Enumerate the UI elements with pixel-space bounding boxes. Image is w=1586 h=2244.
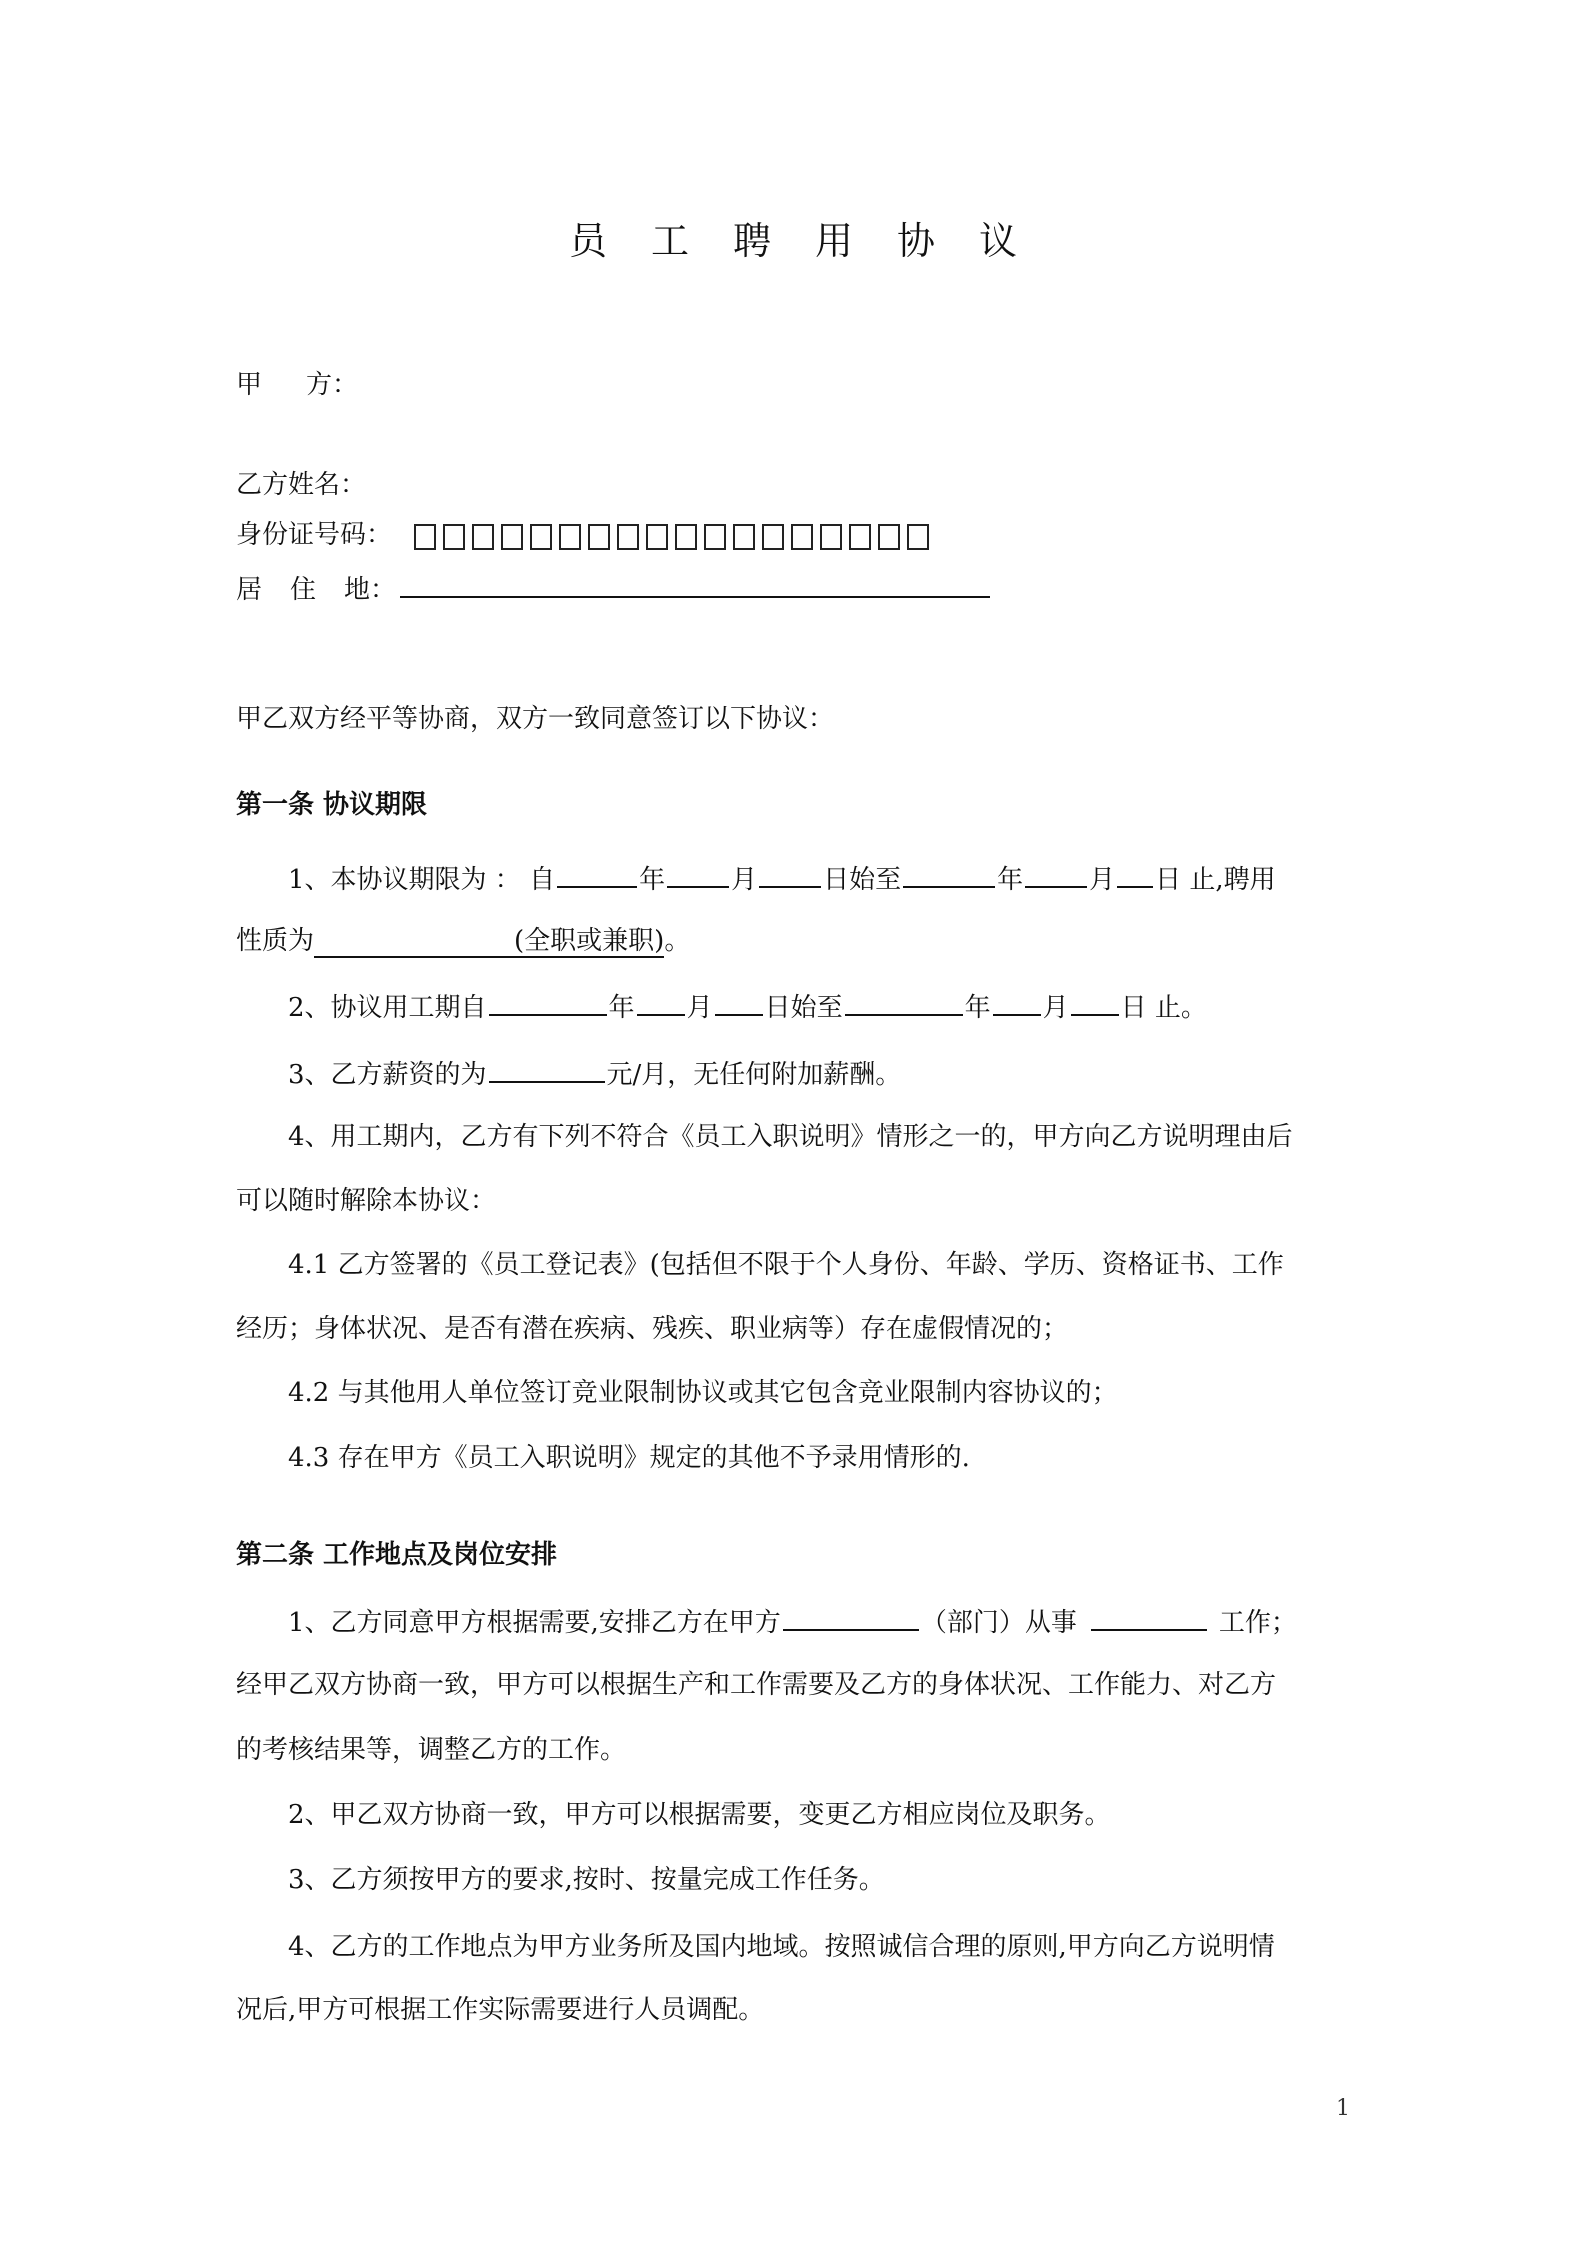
id-digit-box[interactable]	[704, 524, 726, 550]
job-blank[interactable]	[1091, 1603, 1207, 1631]
id-digit-box[interactable]	[878, 524, 900, 550]
article-1-heading: 第一条 协议期限	[236, 790, 428, 820]
article-2-item-3: 3、乙方须按甲方的要求,按时、按量完成工作任务。	[288, 1865, 885, 1895]
article-1-item-3	[288, 1055, 901, 1092]
article-2-item-1	[288, 1603, 1297, 1640]
id-digit-box[interactable]	[472, 524, 494, 550]
article-1-item-4-3: 4.3 存在甲方《员工入职说明》规定的其他不予录用情形的.	[288, 1443, 970, 1473]
text: 日 止,聘用	[1155, 865, 1276, 895]
article-1-item-1-line-2	[236, 923, 690, 958]
text: 月	[686, 993, 713, 1023]
id-digit-box[interactable]	[762, 524, 784, 550]
work-end-year-blank[interactable]	[845, 988, 963, 1016]
article-1-item-2	[288, 988, 1207, 1025]
article-1-item-4-1-line-2: 经历；身体状况、是否有潜在疾病、残疾、职业病等）存在虚假情况的；	[236, 1314, 1069, 1344]
start-year-blank[interactable]	[557, 860, 637, 888]
id-digit-box[interactable]	[675, 524, 697, 550]
text: 年	[997, 865, 1024, 895]
party-b-name-label: 乙方姓名：	[236, 470, 367, 500]
start-month-blank[interactable]	[667, 860, 729, 888]
address-label-1: 居	[236, 575, 263, 605]
article-2-item-4-line-1: 4、乙方的工作地点为甲方业务所及国内地域。按照诚信合理的原则,甲方向乙方说明情	[288, 1932, 1275, 1962]
address-field	[236, 570, 990, 607]
article-2-heading: 第二条 工作地点及岗位安排	[236, 1540, 558, 1570]
article-2-item-4-line-2: 况后,甲方可根据工作实际需要进行人员调配。	[236, 1995, 765, 2025]
text: 。	[664, 926, 691, 956]
article-2-item-2: 2、甲乙双方协商一致，甲方可以根据需要，变更乙方相应岗位及职务。	[288, 1800, 1111, 1830]
employment-type-note: (全职或兼职)	[514, 926, 665, 956]
id-number-label: 身份证号码：	[236, 520, 393, 550]
party-a-field	[236, 368, 358, 402]
text: 月	[1089, 865, 1116, 895]
salary-blank[interactable]	[489, 1055, 605, 1083]
end-year-blank[interactable]	[903, 860, 995, 888]
text: 2、协议用工期自	[288, 993, 487, 1023]
work-end-day-blank[interactable]	[1071, 988, 1119, 1016]
party-b-name-field	[236, 468, 366, 502]
text: 1、乙方同意甲方根据需要,安排乙方在甲方	[288, 1608, 781, 1638]
id-digit-box[interactable]	[791, 524, 813, 550]
article-1-item-4-1-line-1: 4.1 乙方签署的《员工登记表》(包括但不限于个人身份、年龄、学历、资格证书、工作	[288, 1250, 1284, 1280]
end-day-blank[interactable]	[1117, 860, 1153, 888]
text: 月	[1042, 993, 1069, 1023]
id-digit-box[interactable]	[414, 524, 436, 550]
id-digit-box[interactable]	[617, 524, 639, 550]
text: 年	[639, 865, 666, 895]
text: 年	[964, 993, 991, 1023]
id-digit-box[interactable]	[588, 524, 610, 550]
employment-type-blank[interactable]	[314, 923, 514, 949]
text: 月	[731, 865, 758, 895]
text: 3、乙方薪资的为	[288, 1060, 487, 1090]
page-number: 1	[1336, 2096, 1350, 2121]
id-digit-box[interactable]	[733, 524, 755, 550]
text: 年	[608, 993, 635, 1023]
start-day-blank[interactable]	[759, 860, 821, 888]
work-start-year-blank[interactable]	[489, 988, 607, 1016]
article-1-item-4-line-2: 可以随时解除本协议：	[236, 1186, 497, 1216]
text: 日始至	[823, 865, 902, 895]
text: 元/月，无任何附加薪酬。	[606, 1060, 902, 1090]
department-blank[interactable]	[783, 1603, 919, 1631]
article-2-item-1-line-3: 的考核结果等，调整乙方的工作。	[236, 1735, 627, 1765]
party-a-label-2: 方：	[306, 370, 359, 400]
document-title: 员工聘用协议	[568, 219, 1061, 263]
id-digit-box[interactable]	[501, 524, 523, 550]
article-1-item-1	[288, 860, 1276, 897]
article-2-item-1-line-2: 经甲乙双方协商一致，甲方可以根据生产和工作需要及乙方的身体状况、工作能力、对乙方	[236, 1670, 1277, 1700]
id-number-boxes[interactable]	[414, 519, 936, 553]
address-blank[interactable]	[400, 570, 990, 598]
id-digit-box[interactable]	[443, 524, 465, 550]
id-digit-box[interactable]	[907, 524, 929, 550]
id-number-field	[236, 518, 936, 553]
address-label-2: 住	[290, 575, 317, 605]
article-1-item-4-2: 4.2 与其他用人单位签订竞业限制协议或其它包含竞业限制内容协议的；	[288, 1378, 1118, 1408]
intro-text: 甲乙双方经平等协商，双方一致同意签订以下协议：	[236, 704, 835, 734]
work-start-day-blank[interactable]	[715, 988, 763, 1016]
id-digit-box[interactable]	[820, 524, 842, 550]
id-digit-box[interactable]	[849, 524, 871, 550]
end-month-blank[interactable]	[1025, 860, 1087, 888]
work-end-month-blank[interactable]	[993, 988, 1041, 1016]
text: （部门）从事	[920, 1608, 1077, 1638]
text: 性质为	[236, 926, 315, 956]
id-digit-box[interactable]	[559, 524, 581, 550]
address-label-3: 地：	[344, 575, 397, 605]
text: 1、本协议期限为 ： 自	[288, 865, 556, 895]
text: 日 止。	[1120, 993, 1207, 1023]
id-digit-box[interactable]	[646, 524, 668, 550]
text: 工作；	[1218, 1608, 1297, 1638]
id-digit-box[interactable]	[530, 524, 552, 550]
work-start-month-blank[interactable]	[637, 988, 685, 1016]
party-a-label-1: 甲	[236, 370, 263, 400]
article-1-item-4-line-1: 4、用工期内，乙方有下列不符合《员工入职说明》情形之一的，甲方向乙方说明理由后	[288, 1122, 1293, 1152]
text: 日始至	[764, 993, 843, 1023]
